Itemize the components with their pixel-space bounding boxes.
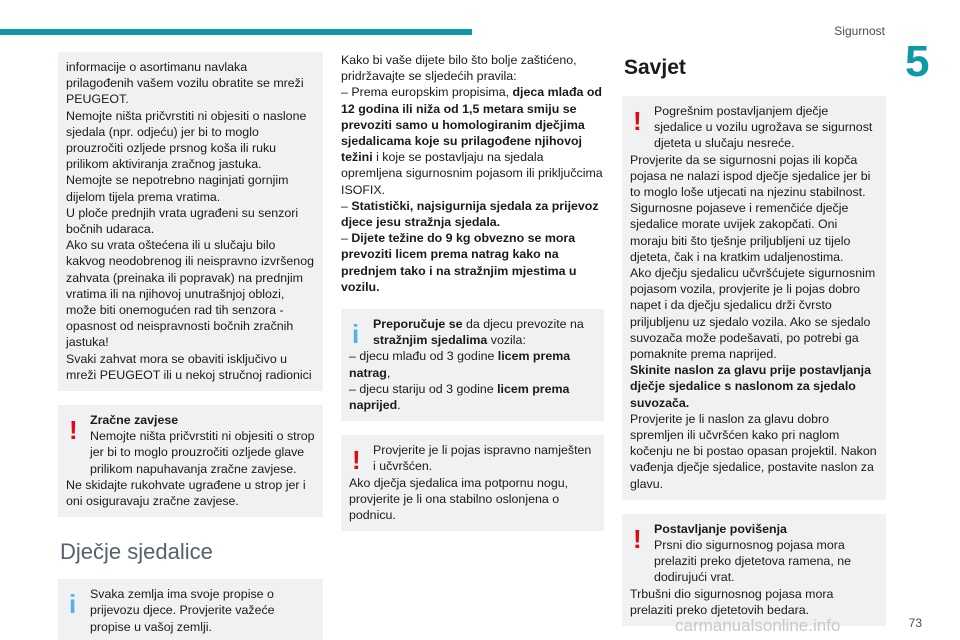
booster-warning	[622, 514, 886, 626]
info-icon: i	[352, 319, 360, 350]
rule-item	[341, 198, 604, 230]
country-regulations-info	[58, 579, 323, 640]
warning-text: Nemojte ništa pričvrstiti ni objesiti o strop jer bi to moglo prouzročiti ozljede glave prilikom napuhavanja zračne zavjese.	[90, 429, 315, 476]
rule-bold-text: djeca mlađa od 12 godina ili niža od 1,5 metara smiju se prevoziti samo u homologiranim dječjima sjedalicama koje su prilagođene njihovoj težini	[341, 85, 602, 165]
warning-text: Ako dječja sjedalica ima potpornu nogu, provjerite je li ona stabilno oslonjena o podnicu.	[349, 475, 569, 523]
paragraph: informacije o asortimanu navlaka prilagođenih vašem vozilu obratite se mreži PEUGEOT.	[66, 60, 304, 107]
warning-text: Ako dječju sjedalicu učvršćujete sigurnosnim pojasom vozila, provjerite je li pojas dobro napet i da dječju sjedalicu drži čvrsto priljubljenu uz sjedalo vozila. Ako se sjedalo suvozača može podešavati, po potrebi ga pomaknite prema naprijed.	[630, 266, 876, 362]
paragraph: Nemojte ništa pričvrstiti ni objesiti o naslone sjedala (npr. odjeću) jer bi to moglo prouzročiti ozljede prsnog koša ili ruku prilikom aktiviranja zračnog jastuka.	[66, 108, 307, 172]
info-text-part: ,	[386, 365, 391, 380]
child-safety-rules	[341, 52, 604, 295]
rule-bold-text: Statistički, najsigurnija sjedala za prijevoz djece jesu stražnja sjedala.	[341, 198, 599, 230]
warning-text: Sigurnosne pojaseve i remenčiće dječje sjedalice morate uvijek zakopčati. Oni moraju biti što tješnje priljubljeni uz tijelo djeteta, čak i na kratkim udaljenostima.	[630, 201, 851, 264]
rule-bold-text: Dijete težine do 9 kg obvezno se mora prevoziti licem prema natrag kako na prednjem tako i na stražnjim mjestima u vozilu.	[341, 231, 577, 294]
column-2	[341, 52, 604, 545]
rule-text: –	[341, 231, 352, 246]
warning-icon: !	[69, 415, 78, 446]
watermark: carmanualsonline.info	[675, 616, 841, 635]
warning-title: Zračne zavjese	[90, 413, 179, 428]
advice-heading: Savjet	[624, 56, 686, 79]
info-text-part: – djecu mlađu od 3 godine	[349, 349, 498, 364]
warning-text: Trbušni dio sigurnosnog pojasa mora prelaziti preko djetetovih bedara.	[630, 586, 834, 617]
rule-text: –	[341, 198, 352, 213]
column-3	[622, 52, 886, 640]
page-number: 73	[908, 616, 922, 630]
curtain-airbag-warning	[58, 405, 323, 517]
warning-text: Provjerite da se sigurnosni pojas ili kopča pojasa ne nalazi ispod dječje sjedalice jer bi to moglo loše utjecati na njezinu stabilnost.	[630, 152, 871, 200]
info-text-part: – djecu stariju od 3 godine	[349, 381, 498, 396]
warning-icon: !	[633, 523, 642, 554]
warning-text: Pogrešnim postavljanjem dječje sjedalice u vozilu ugrožava se sigurnost djeteta u slučaju nesreće.	[654, 104, 873, 151]
paragraph: Ako su vrata oštećena ili u slučaju bilo kakvog neodobrenog ili neispravno izvršenog zahvata (preinaka ili popravak) na prednjim vratima ili na njihovoj unutrašnjoj oblozi, može biti onemogućen rad tih senzora - opasnost od neispravnosti bočnih zračnih jastuka!	[66, 238, 314, 350]
belt-check-warning	[341, 435, 604, 531]
warning-bold-text: Skinite naslon za glavu prije postavljanja dječje sjedalice s naslonom za sjedalo suvozača.	[630, 363, 872, 410]
child-seats-heading: Dječje sjedalice	[60, 539, 213, 565]
rule-text: – Prema europskim propisima,	[341, 85, 513, 100]
paragraph: Nemojte se nepotrebno naginjati gornjim dijelom tijela prema vratima.	[66, 173, 289, 204]
paragraph: U ploče prednjih vrata ugrađeni su senzori bočnih udaraca.	[66, 205, 299, 237]
info-text-part: vozila:	[487, 333, 526, 348]
rule-item	[341, 84, 604, 197]
section-title: Sigurnost	[834, 24, 885, 38]
info-bold: licem prema natrag	[349, 349, 571, 380]
warning-text-first	[66, 428, 315, 477]
paragraph: Svaki zahvat mora se obaviti isključivo u mreži PEUGEOT ili u nekoj stručnoj radionici	[66, 351, 312, 382]
airbag-continued-box	[58, 52, 323, 391]
warning-text: Prsni dio sigurnosnog pojasa mora prelaziti preko djetetova ramena, ne dodirujući vrat.	[654, 538, 851, 585]
rear-seat-recommendation-info	[341, 309, 604, 421]
warning-icon: !	[633, 106, 642, 136]
info-list-item	[349, 348, 596, 380]
info-list-item	[349, 381, 596, 413]
info-icon: i	[69, 589, 77, 620]
info-text-part: .	[397, 398, 401, 413]
info-bold: licem prema naprijed	[349, 381, 570, 413]
warning-text-second: Ne skidajte rukohvate ugrađene u strop jer i oni osiguravaju zračne zavjese.	[66, 477, 306, 509]
rule-text: i koje se postavljaju na sjedala opremljena sigurnosnim pojasom ili priključcima ISOFIX.	[341, 150, 603, 197]
rule-item	[341, 230, 604, 295]
info-bold: stražnjim sjedalima	[373, 333, 488, 348]
info-text-part: da djecu prevozite na	[462, 317, 584, 332]
header-accent-bar	[0, 29, 472, 35]
chapter-number: 5	[905, 37, 930, 86]
warning-icon: !	[352, 445, 361, 476]
info-text	[349, 316, 596, 348]
warning-title: Postavljanje povišenja	[654, 521, 787, 536]
warning-text: Provjerite je li naslon za glavu dobro spremljen ili učvršćen kako pri naglom kočenju ne bi postao opasan projektil. Nakon vađenja dječje sjedalice, postavite naslon za glavu.	[630, 411, 877, 491]
column-1	[58, 52, 323, 640]
info-text: Svaka zemlja ima svoje propise o prijevozu djece. Provjerite važeće propise u vašoj zemlji.	[90, 587, 275, 634]
info-bold: Preporučuje se	[373, 317, 463, 332]
installation-advice-warning	[622, 96, 886, 500]
rules-intro: Kako bi vaše dijete bilo što bolje zaštićeno, pridržavajte se sljedećih pravila:	[341, 53, 577, 84]
warning-text: Provjerite je li pojas ispravno namješten i učvršćen.	[373, 443, 592, 474]
